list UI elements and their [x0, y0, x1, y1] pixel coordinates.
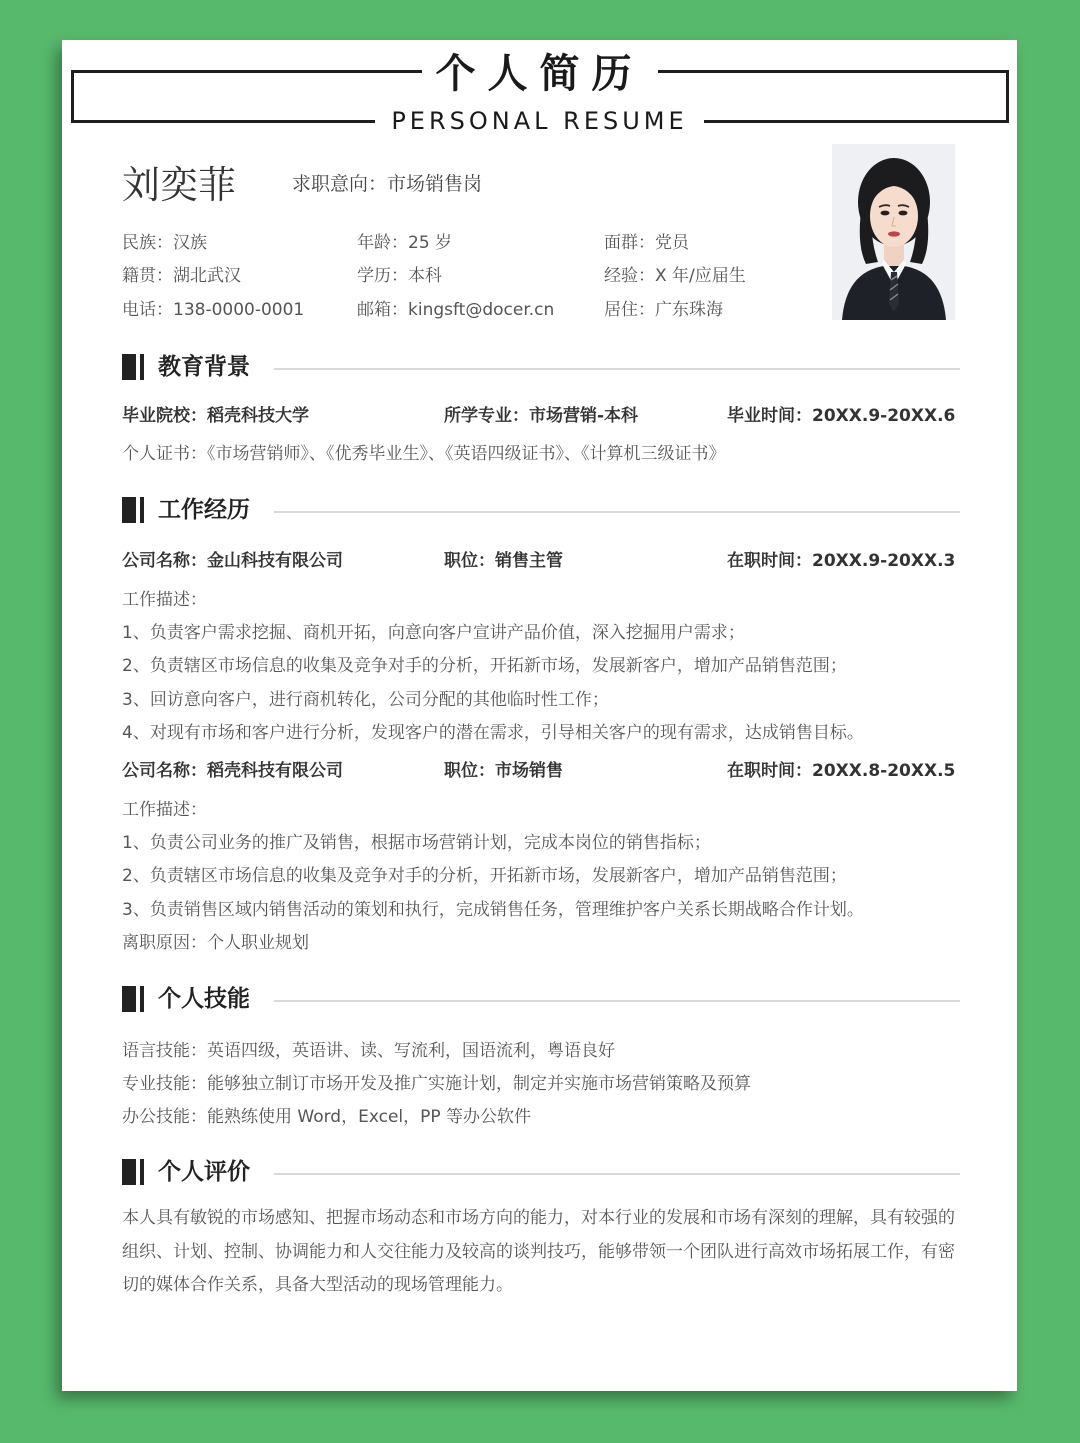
- info-education: 学历：本科: [357, 266, 442, 286]
- evaluation-text: 本人具有敏锐的市场感知、把握市场动态和市场方向的能力，对本行业的发展和市场有深刻的理解，具有较强的组织、计划、控制、协调能力和人交往能力及较高的谈判技巧，能够带领一个团队进行高效市场拓展工作，有密切的媒体合作关系，具备大型活动的现场管理能力。: [122, 1208, 955, 1295]
- info-age: 年龄：25 岁: [357, 233, 453, 253]
- section-title: 个人技能: [158, 986, 250, 1012]
- education-certificates: 个人证书：《市场营销师》、《优秀毕业生》、《英语四级证书》、《计算机三级证书》: [122, 444, 726, 464]
- job-2-duty: 1、负责公司业务的推广及销售，根据市场营销计划，完成本岗位的销售指标；: [122, 833, 711, 853]
- info-ethnicity: 民族：汉族: [122, 233, 207, 253]
- job-1-desc-label: 工作描述：: [122, 590, 207, 610]
- resume-subtitle: PERSONAL RESUME: [62, 106, 1017, 136]
- job-1-duty: 2、负责辖区市场信息的收集及竞争对手的分析，开拓新市场，发展新客户，增加产品销售范围；: [122, 656, 847, 676]
- section-work-header: [122, 495, 960, 525]
- section-bar-icon: [122, 354, 144, 380]
- job-2-desc-label: 工作描述：: [122, 800, 207, 820]
- job-1-position: 职位：销售主管: [444, 551, 563, 571]
- section-education-header: [122, 352, 960, 382]
- profile-photo: [832, 144, 955, 320]
- info-email: 邮箱：kingsft@docer.cn: [357, 300, 555, 320]
- section-title: 个人评价: [158, 1159, 250, 1185]
- education-time: 毕业时间：20XX.9-20XX.6: [727, 406, 956, 426]
- info-hometown: 籍贯：湖北武汉: [122, 266, 241, 286]
- job-2-leave-reason: 离职原因：个人职业规划: [122, 933, 309, 953]
- info-residence: 居住：广东珠海: [604, 300, 723, 320]
- skill-professional: 专业技能：能够独立制订市场开发及推广实施计划，制定并实施市场营销策略及预算: [122, 1074, 751, 1094]
- section-bar-icon: [122, 986, 144, 1012]
- portrait-image: [832, 144, 955, 320]
- section-divider: [274, 1000, 960, 1002]
- section-skills-header: [122, 984, 960, 1014]
- job-2-position: 职位：市场销售: [444, 761, 563, 781]
- skill-language: 语言技能：英语四级，英语讲、读、写流利，国语流利，粤语良好: [122, 1041, 615, 1061]
- job-1-duty: 1、负责客户需求挖掘、商机开拓，向意向客户宣讲产品价值，深入挖掘用户需求；: [122, 623, 745, 643]
- section-title: 教育背景: [158, 354, 250, 380]
- job-2-time: 在职时间：20XX.8-20XX.5: [727, 761, 956, 781]
- job-2-duty: 3、负责销售区域内销售活动的策划和执行，完成销售任务，管理维护客户关系长期战略合作计划。: [122, 900, 864, 920]
- resume-paper: [62, 40, 1017, 1391]
- section-divider: [274, 1173, 960, 1175]
- skill-office: 办公技能：能熟练使用 Word，Excel，PP 等办公软件: [122, 1107, 532, 1127]
- job-1-duty: 4、对现有市场和客户进行分析，发现客户的潜在需求，引导相关客户的现有需求，达成销售目标。: [122, 723, 864, 743]
- job-1-company: 公司名称：金山科技有限公司: [122, 551, 343, 571]
- job-2-company: 公司名称：稻壳科技有限公司: [122, 761, 343, 781]
- job-1-duty: 3、回访意向客户，进行商机转化，公司分配的其他临时性工作；: [122, 690, 609, 710]
- section-divider: [274, 368, 960, 370]
- job-1-time: 在职时间：20XX.9-20XX.3: [727, 551, 956, 571]
- info-phone: 电话：138-0000-0001: [122, 300, 305, 320]
- section-evaluation-header: [122, 1157, 960, 1187]
- education-major: 所学专业：市场营销-本科: [444, 406, 639, 426]
- section-bar-icon: [122, 1159, 144, 1185]
- resume-title: 个人简历: [62, 50, 1017, 98]
- info-experience: 经验：X 年/应届生: [604, 266, 746, 286]
- section-divider: [274, 511, 960, 513]
- section-bar-icon: [122, 497, 144, 523]
- education-school: 毕业院校：稻壳科技大学: [122, 406, 309, 426]
- candidate-name: 刘奕菲: [122, 163, 237, 207]
- job-intent: 求职意向：市场销售岗: [292, 173, 483, 195]
- section-title: 工作经历: [158, 497, 250, 523]
- job-2-duty: 2、负责辖区市场信息的收集及竞争对手的分析，开拓新市场，发展新客户，增加产品销售范围；: [122, 866, 847, 886]
- info-politics: 面群：党员: [604, 233, 689, 253]
